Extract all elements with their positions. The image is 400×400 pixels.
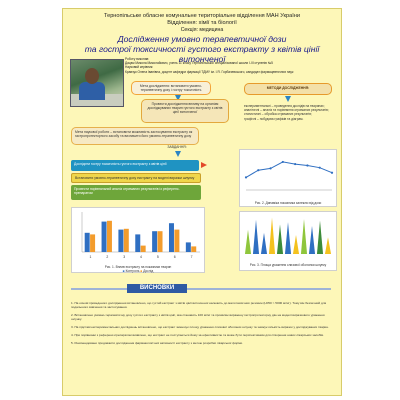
supervisor-label: Науковий керівник:: [125, 65, 154, 70]
author-photo: [70, 59, 124, 107]
cone: [277, 224, 283, 254]
bar: [85, 233, 90, 252]
data-point: [245, 176, 247, 178]
authors-block: [125, 57, 335, 74]
title-line-1: Дослідження умовно терапевтичної дози: [117, 34, 287, 44]
legend-item: Контроль: [125, 269, 140, 273]
conclusion-item: 2. Встановлено умовно-терапевтичну дозу густого екстракту з квітів цінії, яка становить 100 мг/кг та проявляє виражену гастропротекторну дію на моделі виразкового ураження шлунку.: [71, 313, 325, 322]
methods-list: [244, 104, 334, 121]
x-tick-label: 5: [156, 255, 159, 259]
methods-title: МЕТОДИ ДОСЛІДЖЕННЯ:: [244, 83, 332, 95]
method-item: графічні – побудова графіків та діаграм.: [244, 116, 304, 121]
x-tick-label: 3: [123, 255, 126, 259]
author-label: Роботу виконав:: [125, 57, 150, 61]
cone: [269, 218, 275, 254]
cone: [293, 235, 299, 254]
bar-chart: [72, 208, 204, 260]
data-point: [331, 172, 333, 174]
data-point: [319, 167, 321, 169]
department-line: Відділення: хімії та біології: [167, 20, 237, 26]
poster: [62, 8, 342, 396]
arrow-down-icon: [175, 151, 181, 157]
bar: [107, 221, 112, 252]
data-point: [282, 161, 284, 163]
section-line: Секція: медицина: [180, 27, 224, 33]
bar: [102, 222, 107, 252]
line-chart: [240, 150, 336, 196]
bar: [174, 230, 179, 252]
supervisor-name: Кравчук Олена Іванівна, доцент кафедри фармації ТДМУ ім. І.Я. Горбачевського, кандидат фармацевтичних наук: [125, 69, 294, 74]
bar: [191, 246, 196, 252]
conclusion-item: 4. При порівнянні з референс-препаратом виявлено, що екстракт не поступається йому за ефективністю та може бути перспективним для створення нових лікарських засобів.: [71, 333, 324, 338]
line-chart-caption: Рис. 2. Динаміка показника залежно від дози: [254, 201, 322, 205]
cone: [285, 222, 291, 254]
cone: [261, 233, 267, 254]
bar-chart-legend: ■ Контроль ■ Дослід: [122, 269, 154, 273]
task-box: Провести дослідження впливу на організм досліджуваних тварин густого екстракту з квітів цінії витонченої: [141, 99, 229, 123]
bar: [152, 231, 157, 252]
task-2-bar: Встановити умовно-терапевтичну дозу екстракту на моделі виразки шлунку: [71, 173, 201, 183]
conclusion-item: 1. На основі проведеного дослідження встановлено, що густий екстракт з квітів цінії витонченої належить до малотоксичних речовин (LD50 > 5000 мг/кг). Тому він безпечний для подальшого вивчення та застосування.: [71, 301, 327, 310]
cone: [309, 226, 315, 254]
arrow-down-icon: [285, 96, 291, 102]
arrow-right-icon: [201, 162, 207, 168]
cone: [317, 221, 323, 254]
bar: [135, 234, 140, 252]
conclusion-item: 5. Рекомендовано продовжити дослідження фармакологічної активності екстракту з метою розробки лікарської форми.: [71, 341, 243, 346]
cone: [301, 219, 307, 254]
aim-box: Мета наукової роботи – встановити можливість застосування екстракту як гастропротекторного засобу та визначити його умовно-терапевтичну дозу: [71, 127, 199, 145]
data-point: [257, 169, 259, 171]
method-item: аналітичні – аналіз та порівняння отриманих результатів;: [244, 108, 329, 113]
conclusion-item: 3. На підставі експериментальних досліджень встановлено, що екстракт зменшує площу ураження слизової оболонки шлунку та знижує кількість виразок у досліджуваних тварин.: [71, 325, 329, 330]
title-line-2: та гострої токсичності густого екстракту з квітів цінії витонченої: [84, 44, 320, 64]
x-tick-label: 4: [140, 255, 142, 259]
bar: [158, 231, 163, 252]
legend-item: Дослід: [143, 269, 154, 273]
bar: [118, 230, 123, 252]
cone-chart: [240, 212, 336, 258]
bar: [169, 223, 174, 252]
bar: [141, 246, 146, 252]
bar-chart-panel: [71, 207, 205, 273]
x-tick-label: 1: [89, 255, 92, 259]
bar: [90, 234, 95, 252]
conclusions-title: ВИСНОВКИ: [127, 284, 187, 293]
task-3-bar: Провести порівняльний аналіз отриманих результатів із референс-препаратом: [71, 185, 201, 200]
goal-box: Мета дослідження: встановити умовно-терапевтичну дозу і гостру токсичність: [131, 81, 211, 95]
tasks-label: ЗАВДАННЯ:: [167, 145, 187, 149]
bar-chart-caption: Рис. 1. Вплив екстракту на показники тварин: [104, 265, 172, 269]
cone-chart-caption: Рис. 3. Площа ураження слизової оболонки шлунку: [249, 263, 327, 267]
task-1-bar: Дослідити гостру токсичність густого екстракту з квітів цінії: [71, 160, 199, 171]
method-item: експериментальні – проведення дослідів на тваринах;: [244, 104, 325, 108]
data-point: [269, 167, 271, 169]
x-tick-label: 7: [190, 255, 193, 259]
method-item: статистичні – обробка отриманих результатів;: [244, 112, 312, 117]
cone-chart-panel: [239, 211, 337, 271]
cone: [245, 230, 251, 254]
bar: [186, 242, 191, 252]
conclusions-divider: [71, 288, 331, 290]
line-chart-panel: [239, 149, 337, 207]
x-tick-label: 2: [106, 255, 109, 259]
x-tick-label: 6: [173, 255, 176, 259]
cone: [325, 237, 331, 254]
data-point: [294, 163, 296, 165]
author-name: Дацюк Микола Миколайович, учень 11 класу Тернопільської спеціалізованої школи І-ІІІ ступенів №5: [125, 61, 273, 66]
institution-line: Тернопільське обласне комунальне територіальне відділення МАН України: [103, 13, 300, 19]
conclusions-text: [71, 301, 333, 349]
data-point: [306, 164, 308, 166]
bar: [124, 229, 129, 252]
cone: [253, 220, 259, 254]
